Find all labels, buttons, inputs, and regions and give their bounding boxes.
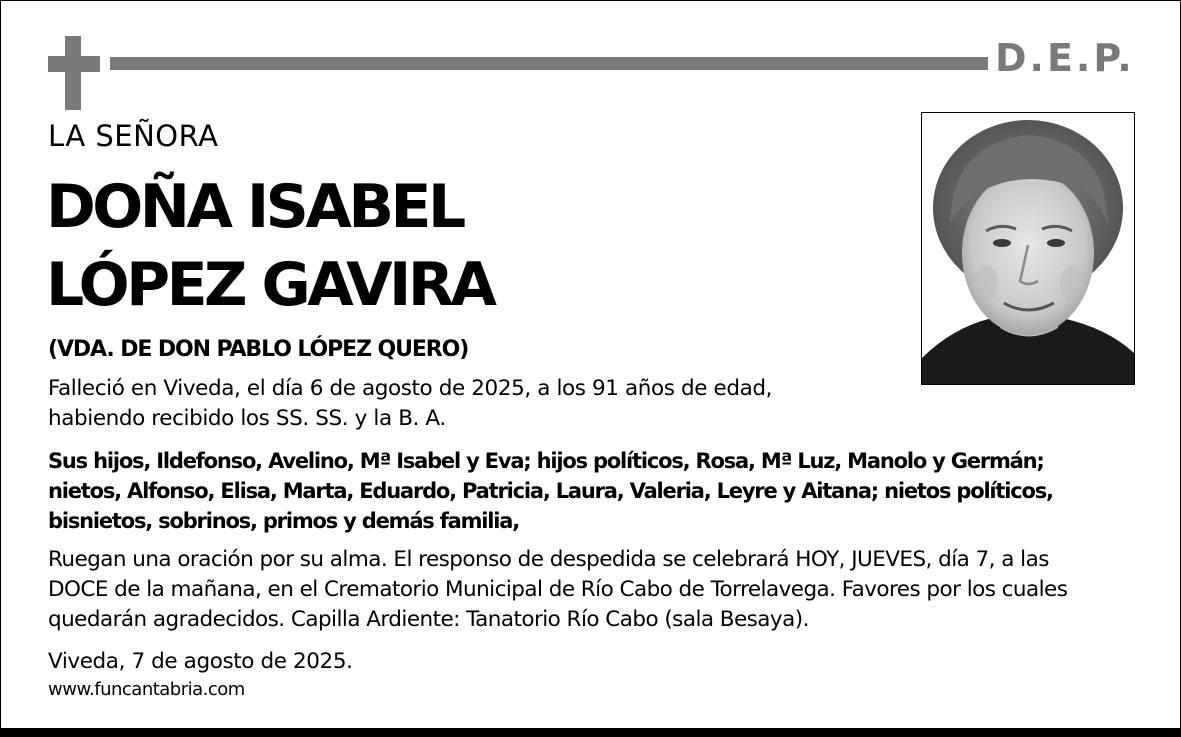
portrait-image — [922, 113, 1134, 384]
place-date: Viveda, 7 de agosto de 2025. — [48, 649, 353, 674]
deceased-name-line-2: LÓPEZ GAVIRA — [46, 250, 494, 320]
deceased-name — [46, 168, 493, 324]
website-link[interactable]: www.funcantabria.com — [48, 679, 245, 700]
death-notice — [48, 374, 848, 434]
family-line-3: bisnietos, sobrinos, primos y demás familia, — [48, 509, 520, 533]
deceased-name-line-1: DOÑA ISABEL — [46, 172, 463, 242]
service-line-3: quedarán agradecidos. Capilla Ardiente: Tanatorio Río Cabo (sala Besaya). — [48, 607, 809, 632]
death-notice-line-1: Falleció en Viveda, el día 6 de agosto de 2025, a los 91 años de edad, — [48, 376, 773, 401]
bottom-border — [0, 728, 1181, 737]
dep-label: D.E.P. — [995, 36, 1135, 80]
service-line-1: Ruegan una oración por su alma. El responso de despedida se celebrará HOY, JUEVES, día 7, a las — [48, 547, 1049, 572]
cross-icon — [48, 36, 100, 110]
family-line-2: nietos, Alfonso, Elisa, Marta, Eduardo, Patricia, Laura, Valeria, Leyre y Aitana; nietos políticos, — [48, 479, 1053, 503]
service-details — [48, 545, 1158, 635]
portrait-photo — [921, 112, 1135, 385]
family-list — [48, 446, 1158, 536]
family-line-1: Sus hijos, Ildefonso, Avelino, Mª Isabel y Eva; hijos políticos, Rosa, Mª Luz, Manolo y Germán; — [48, 449, 1044, 473]
service-line-2: DOCE de la mañana, en el Crematorio Municipal de Río Cabo de Torrelavega. Favores por los cuales — [48, 577, 1068, 602]
death-notice-line-2: habiendo recibido los SS. SS. y la B. A. — [48, 406, 446, 431]
header-rule — [110, 57, 988, 70]
intro-title: LA SEÑORA — [48, 119, 219, 153]
widow-of: (VDA. DE DON PABLO LÓPEZ QUERO) — [48, 337, 469, 362]
